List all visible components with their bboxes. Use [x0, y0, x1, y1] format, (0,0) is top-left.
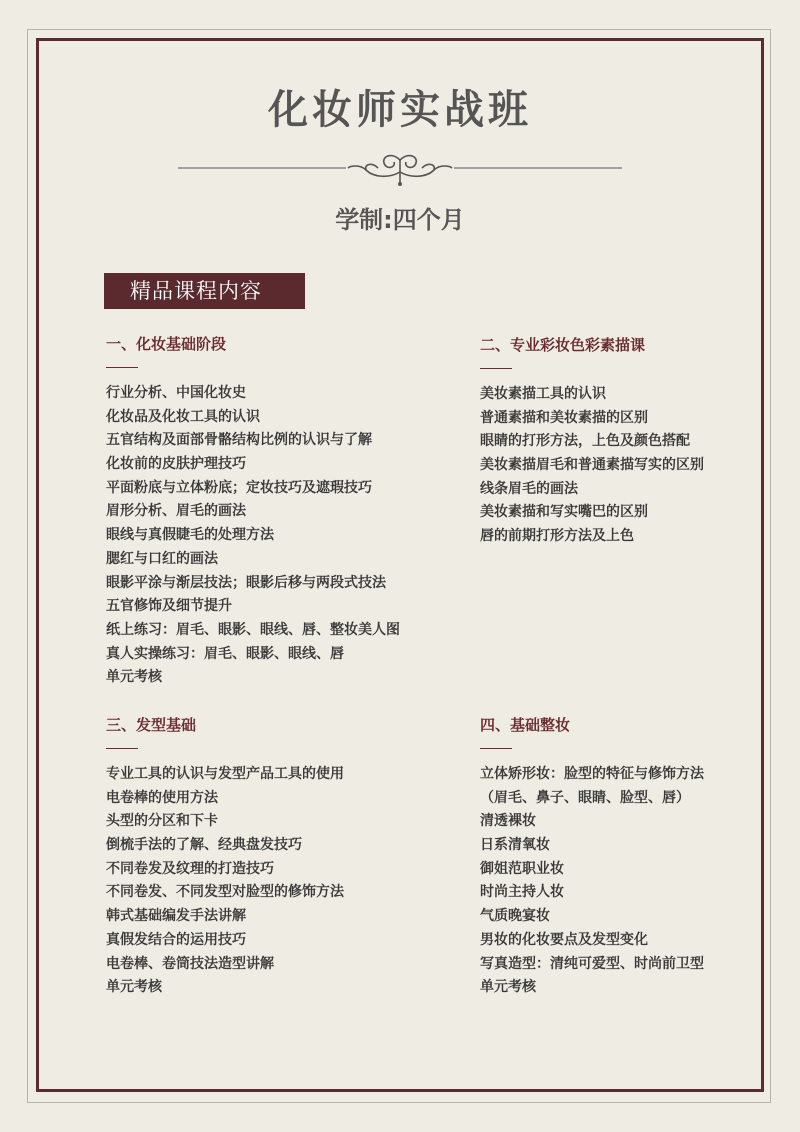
list-item: 时尚主持人妆 — [480, 884, 564, 901]
section-dash — [106, 748, 138, 749]
section-makeup-basics — [106, 334, 400, 690]
list-item: 单元考核 — [106, 979, 162, 996]
list-item: 美妆素描工具的认识 — [480, 386, 606, 402]
list-item: 头型的分区和下卡 — [106, 813, 218, 830]
list-item: 腮红与口红的画法 — [106, 550, 218, 567]
list-item: 行业分析、中国化妆史 — [106, 385, 246, 401]
list-item: 日系清氧妆 — [480, 837, 550, 854]
list-item: 气质晚宴妆 — [480, 908, 550, 925]
list-item: 平面粉底与立体粉底；定妆技巧及遮瑕技巧 — [106, 479, 372, 496]
list-item: 眼线与真假睫毛的处理方法 — [106, 527, 274, 544]
list-item: 不同卷发、不同发型对脸型的修饰方法 — [106, 884, 344, 901]
list-item: 五官修饰及细节提升 — [106, 598, 232, 615]
list-item: 化妆品及化妆工具的认识 — [106, 408, 260, 425]
list-item: 立体矫形妆：脸型的特征与修饰方法 — [480, 766, 704, 782]
section-dash — [106, 367, 138, 368]
list-item: 写真造型：清纯可爱型、时尚前卫型 — [480, 955, 704, 972]
list-item: 御姐范职业妆 — [480, 860, 564, 877]
list-item: 美妆素描眉毛和普通素描写实的区别 — [480, 457, 704, 474]
list-item: 真假发结合的运用技巧 — [106, 931, 246, 948]
section-hair-basics — [106, 715, 344, 1000]
list-item: 韩式基础编发手法讲解 — [106, 908, 246, 925]
list-item: 真人实操练习：眉毛、眼影、眼线、唇 — [106, 645, 344, 662]
list-item: 普通素描和美妆素描的区别 — [480, 409, 648, 426]
section-full-makeup — [480, 715, 704, 1000]
list-item: 眼睛的打形方法，上色及颜色搭配 — [480, 433, 690, 450]
ornament-divider — [178, 148, 622, 188]
list-item: 化妆前的皮肤护理技巧 — [106, 456, 246, 473]
list-item: 五官结构及面部骨骼结构比例的认识与了解 — [106, 432, 372, 449]
section-title: 一、化妆基础阶段 — [106, 335, 227, 353]
course-duration: 学制:四个月 — [335, 206, 465, 234]
list-item: 唇的前期打形方法及上色 — [480, 528, 634, 545]
list-item: 眼影平涂与渐层技法；眼影后移与两段式技法 — [106, 574, 386, 591]
section-title: 三、发型基础 — [106, 716, 197, 734]
page-title: 化妆师实战班 — [268, 87, 532, 133]
list-item: 清透裸妆 — [480, 813, 536, 830]
list-item: 美妆素描和写实嘴巴的区别 — [480, 504, 648, 521]
list-item: 电卷棒、卷筒技法造型讲解 — [106, 955, 274, 972]
list-item: 男妆的化妆要点及发型变化 — [480, 931, 648, 948]
list-item: 单元考核 — [480, 979, 536, 996]
list-item: 倒梳手法的了解、经典盘发技巧 — [106, 837, 302, 854]
list-item: 专业工具的认识与发型产品工具的使用 — [106, 766, 344, 782]
section-title: 四、基础整妆 — [480, 716, 571, 734]
list-item: 单元考核 — [106, 669, 162, 686]
list-item: 电卷棒的使用方法 — [106, 789, 218, 806]
section-color-sketch — [480, 335, 704, 549]
section-badge: 精品课程内容 — [104, 273, 305, 309]
section-title: 二、专业彩妆色彩素描课 — [480, 336, 646, 354]
list-item: 线条眉毛的画法 — [480, 480, 578, 497]
section-dash — [480, 748, 512, 749]
list-item: 不同卷发及纹理的打造技巧 — [106, 860, 274, 877]
list-item: 纸上练习：眉毛、眼影、眼线、唇、整妆美人图 — [106, 621, 400, 638]
list-item: 眉形分析、眉毛的画法 — [106, 503, 246, 520]
list-item: （眉毛、鼻子、眼睛、脸型、唇） — [480, 789, 690, 806]
section-dash — [480, 368, 512, 369]
